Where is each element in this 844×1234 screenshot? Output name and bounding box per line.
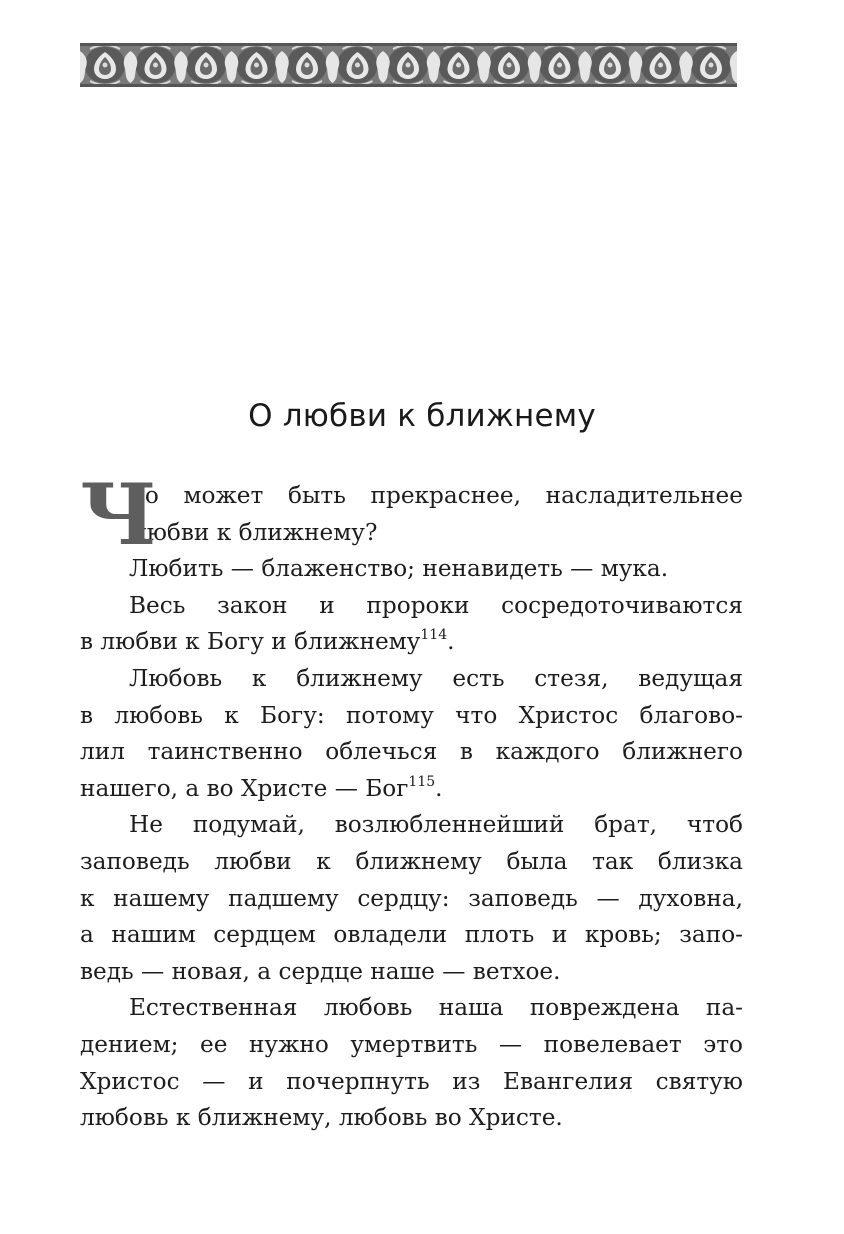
text-line: а нашим сердцем овладели плоть и кровь; запо- (80, 921, 743, 949)
text-line (80, 624, 743, 661)
text-line: любви к ближнему? (132, 518, 378, 546)
text-line: Христос — и почерпнуть из Евангелия святую (80, 1067, 743, 1095)
text-line: Весь закон и пророки сосредоточиваются (129, 591, 743, 619)
drop-cap-letter: Ч (80, 465, 157, 564)
text-line: дением; ее нужно умертвить — повелевает это (80, 1030, 743, 1058)
footnote-ref-114[interactable]: 114 (420, 627, 448, 644)
text-line: в любовь к Богу: потому что Христос благово- (80, 701, 743, 729)
text-line: ведь — новая, а сердце наше — ветхое. (80, 957, 561, 985)
text-line-part: . (435, 774, 443, 802)
footnote-ref-115[interactable]: 115 (408, 773, 436, 790)
text-line: Любить — блаженство; ненавидеть — мука. (129, 555, 669, 583)
text-line-part: в любви к Богу и ближнему (80, 628, 421, 656)
floral-ornament-icon (80, 43, 737, 87)
text-line: Не подумай, возлюбленнейший брат, чтоб (129, 811, 743, 839)
text-line-part: . (447, 628, 455, 656)
text-line: лил таинственно облечься в каждого ближнего (80, 738, 743, 766)
text-line: любовь к ближнему, любовь во Христе. (80, 1104, 563, 1132)
text-line: заповедь любви к ближнему была так близка (80, 847, 743, 875)
chapter-title: О любви к ближнему (248, 398, 596, 434)
text-line: то может быть прекраснее, насладительнее (132, 482, 743, 509)
text-line-part: нашего, а во Христе — Бог (80, 774, 409, 802)
text-line (80, 771, 743, 808)
text-line: к нашему падшему сердцу: заповедь — духовна, (80, 884, 743, 912)
text-line: Любовь к ближнему есть стезя, ведущая (129, 664, 743, 692)
chapter-text (80, 465, 743, 1137)
header-ornament (80, 43, 737, 87)
text-line: Естественная любовь наша повреждена па- (129, 994, 743, 1022)
